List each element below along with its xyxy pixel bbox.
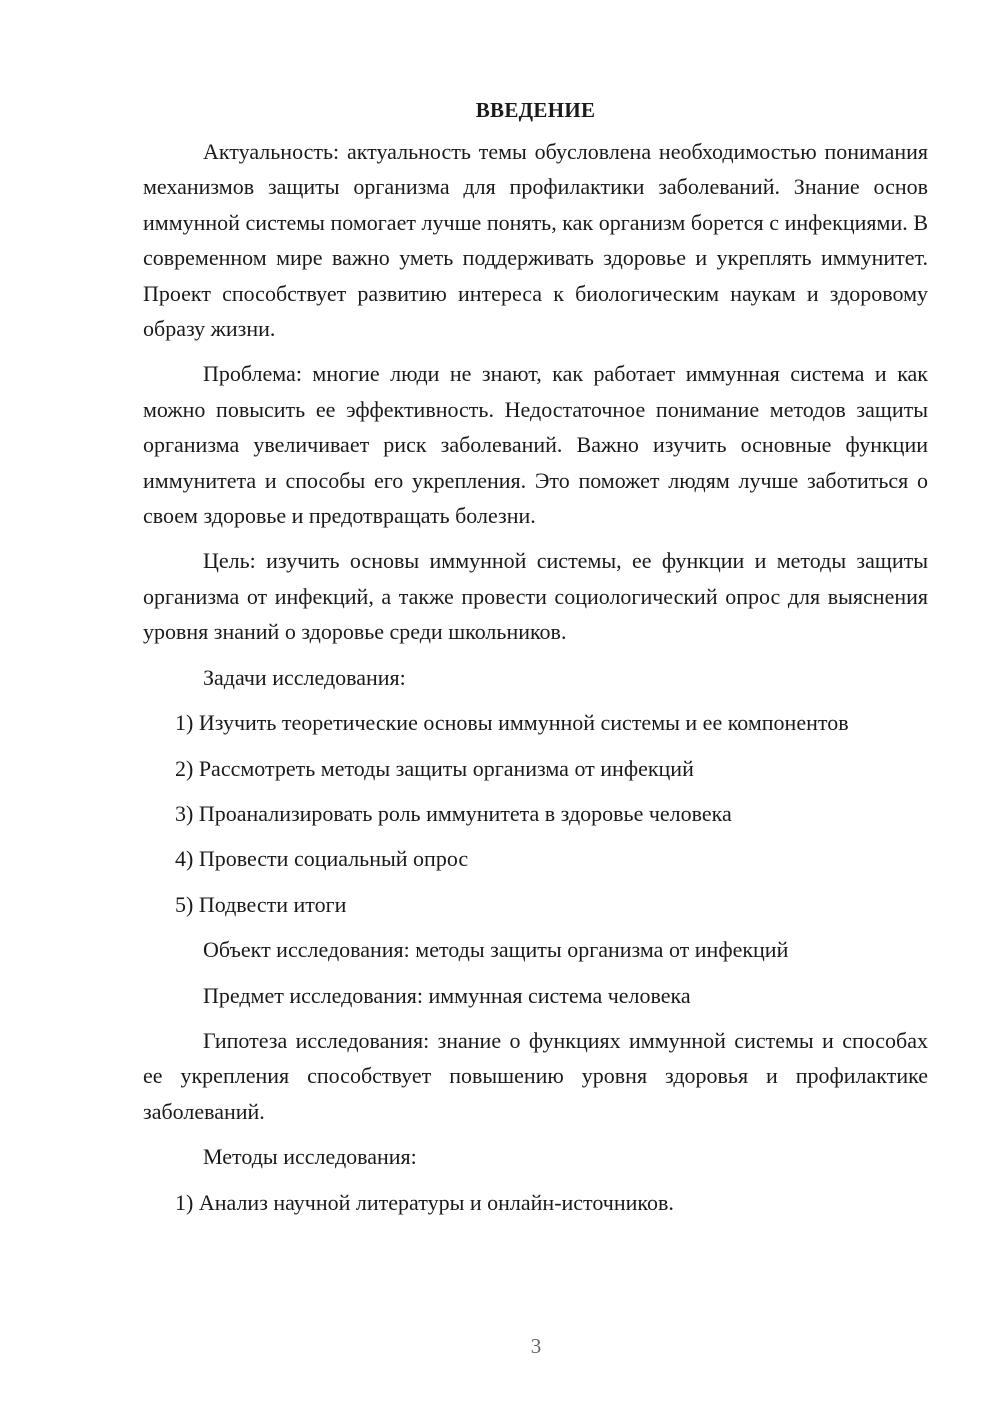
document-page xyxy=(143,92,928,1230)
tasks-heading: Задачи исследования: xyxy=(203,664,406,690)
section-title: ВВЕДЕНИЕ xyxy=(475,98,596,122)
relevance-paragraph: Актуальность: актуальность темы обусловлена необходимостью понимания механизмов защиты организма для профилактики заболеваний. Знание основ иммунной системы помогает лучше понять, как организм борется с инфекциями. В современном мире важно уметь поддерживать здоровье и укреплять иммунитет. Проект способствует развитию интереса к биологическим наукам и здоровому образу жизни. xyxy=(143,139,928,342)
hypothesis-paragraph: Гипотеза исследования: знание о функциях иммунной системы и способах ее укрепления способствует повышению уровня здоровья и профилактике заболеваний. xyxy=(143,1027,928,1124)
task-item: 1) Изучить теоретические основы иммунной системы и ее компонентов xyxy=(175,710,849,736)
task-item: 5) Подвести итоги xyxy=(175,891,347,917)
task-item: 2) Рассмотреть методы защиты организма от инфекций xyxy=(175,755,694,781)
problem-paragraph: Проблема: многие люди не знают, как работает иммунная система и как можно повысить ее эффективность. Недостаточное понимание методов защиты организма увеличивает риск заболеваний. Важно изучить основные функции иммунитета и способы его укрепления. Это поможет людям лучше заботиться о своем здоровье и предотвращать болезни. xyxy=(143,361,928,529)
task-item: 3) Проанализировать роль иммунитета в здоровье человека xyxy=(175,800,732,826)
research-subject: Предмет исследования: иммунная система человека xyxy=(203,982,691,1008)
research-object: Объект исследования: методы защиты организма от инфекций xyxy=(203,937,789,963)
goal-paragraph: Цель: изучить основы иммунной системы, ее функции и методы защиты организма от инфекций, а также провести социологический опрос для выяснения уровня знаний о здоровье среди школьников. xyxy=(143,548,928,645)
method-item: 1) Анализ научной литературы и онлайн-источников. xyxy=(175,1189,674,1215)
task-item: 4) Провести социальный опрос xyxy=(175,846,469,872)
methods-heading: Методы исследования: xyxy=(203,1144,417,1170)
page-number: 3 xyxy=(530,1334,542,1358)
